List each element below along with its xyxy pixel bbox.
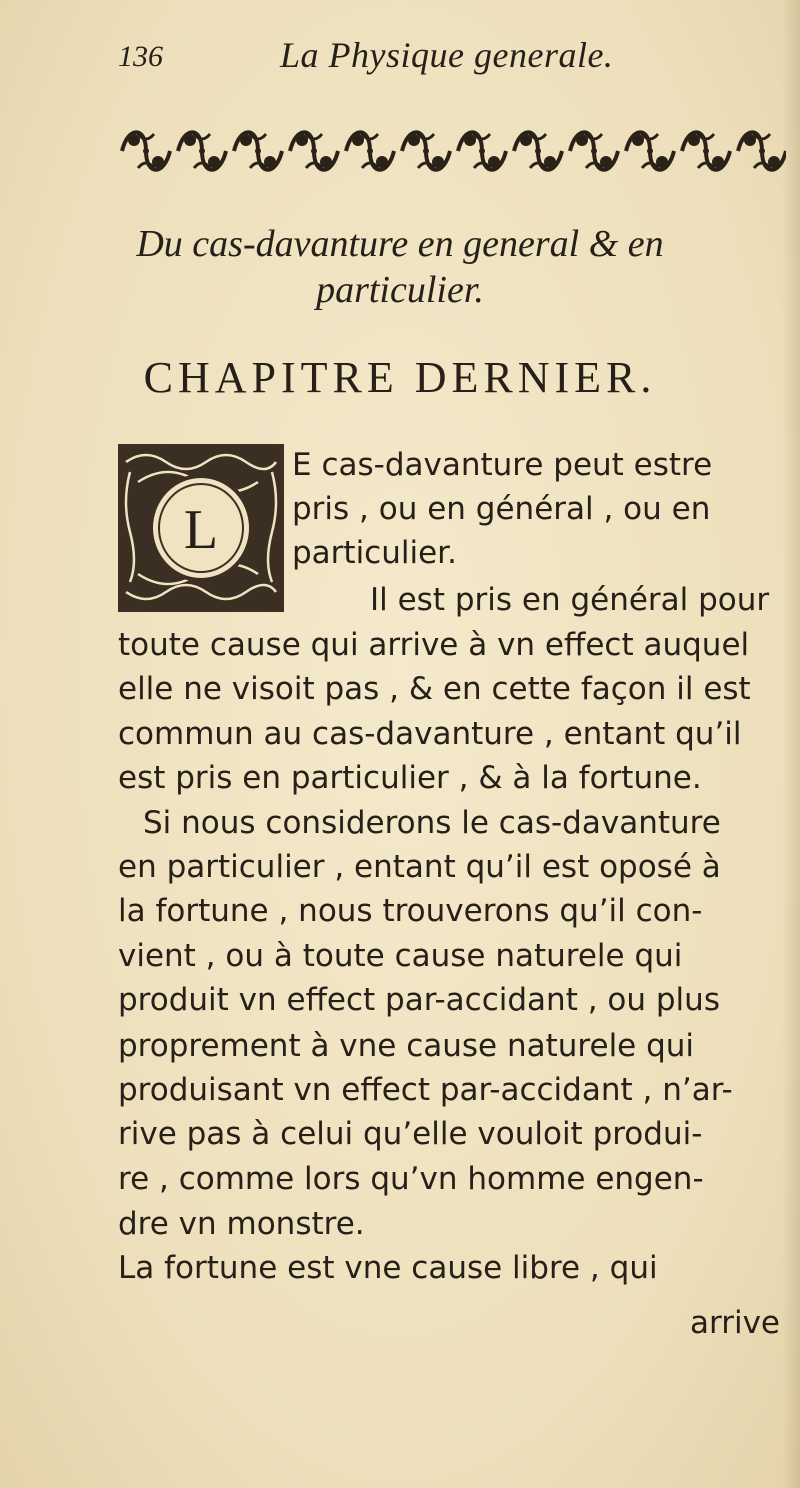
drop-cap-letter: L — [183, 499, 219, 561]
body-line: rive pas à celui qu’elle vouloit produi- — [118, 1116, 703, 1152]
body-line: commun au cas-davanture , entant qu’il — [118, 716, 742, 752]
body-line: produisant vn effect par-accidant , n’ar- — [118, 1072, 733, 1108]
body-line: Il est pris en général pour — [370, 582, 770, 618]
body-line: la fortune , nous trouverons qu’il con- — [118, 893, 703, 929]
body-line: re , comme lors qu’vn homme engen- — [118, 1161, 704, 1197]
page-number: 136 — [118, 40, 163, 73]
body-line: pris , ou en général , ou en — [292, 491, 711, 527]
section-title-line-2: particulier. — [316, 269, 484, 311]
body-line: dre vn monstre. — [118, 1206, 365, 1242]
body-line: elle ne visoit pas , & en cette façon il est — [118, 671, 751, 707]
headband-ornament-icon — [118, 120, 786, 182]
body-line: Si nous considerons le cas-davanture — [143, 805, 721, 841]
drop-cap-ornament — [116, 442, 286, 614]
section-title-line-1: Du cas-davanture en general & en — [136, 223, 664, 265]
body-line: toute cause qui arrive à vn effect auquel — [118, 627, 750, 663]
body-line: La fortune est vne cause libre , qui — [118, 1250, 658, 1286]
body-line: vient , ou à toute cause naturele qui — [118, 938, 683, 974]
page-header — [118, 34, 738, 84]
catchword: arrive — [690, 1305, 780, 1341]
running-title: La Physique generale. — [280, 35, 614, 75]
chapter-title: CHAPITRE DERNIER. — [143, 353, 657, 402]
body-line: est pris en particulier , & à la fortune. — [118, 760, 702, 796]
body-line: en particulier , entant qu’il est oposé à — [118, 849, 721, 885]
body-line: proprement à vne cause naturele qui — [118, 1028, 695, 1064]
body-line: produit vn effect par-accidant , ou plus — [118, 982, 720, 1018]
body-line: particulier. — [292, 535, 457, 571]
body-line: E cas-davanture peut estre — [292, 447, 713, 483]
